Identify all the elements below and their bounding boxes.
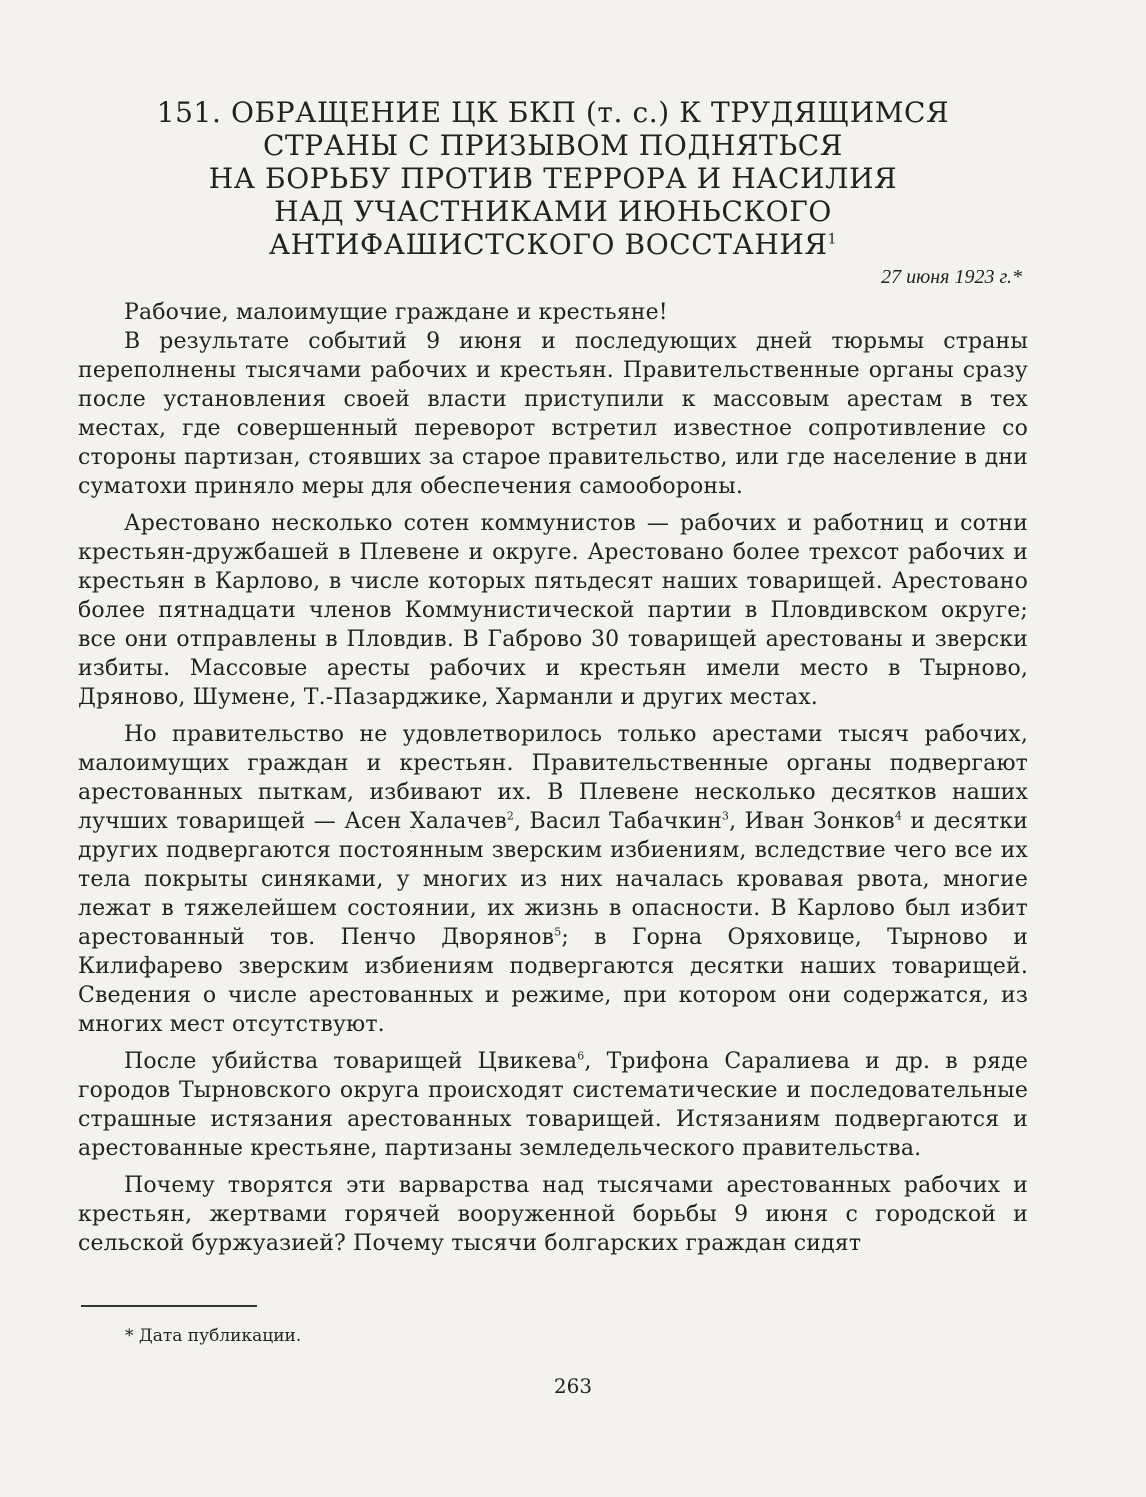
footnote-reference: 4 (894, 809, 902, 823)
paragraph-text: После убийства товарищей Цвикева (124, 1049, 578, 1074)
paragraph-text: , Трифона Саралиева и др. в ряде городов Тырновского округа происходят систематические и последовательные страшные истязания арестованных товарищей. Истязаниям подвергаются и арестованные крестьяне, партизаны земледельческого правительства. (78, 1049, 1028, 1161)
document-title (78, 96, 1028, 261)
paragraph-text: и десятки других подвергаются постоянным зверским избиениям, вследствие чего все их тела покрыты синяками, у многих из них началась кровавая рвота, многие лежат в тяжелейшем состоянии, их жизнь в опасности. В Карлово был избит арестованный тов. Пенчо Дворянов (78, 809, 1028, 950)
title-line (78, 228, 1028, 261)
footnote-reference: 2 (506, 809, 515, 823)
document-page (78, 96, 1028, 1266)
paragraph-text: Арестовано несколько сотен коммунистов — рабочих и работниц и сотни крестьян-дружбашей в Плевене и округе. Арестовано более трехсот рабочих и крестьян в Карлово, в числе которых пятьдесят наших товарищей. Арестовано более пятнадцати членов Коммунистической партии в Пловдивском округе; все они отправлены в Пловдив. В Габрово 30 товарищей арестованы и зверски избиты. Массовые аресты рабочих и крестьян имели место в Тырново, Дряново, Шумене, Т.-Пазарджике, Харманли и других местах. (78, 511, 1028, 710)
paragraph (78, 1047, 1028, 1163)
title-line: НА БОРЬБУ ПРОТИВ ТЕРРОРА И НАСИЛИЯ (208, 162, 898, 195)
paragraph-text: ; в Горна Оряховице, Тырново и Килифарево зверским избиениям подвергаются десятки наших товарищей. Сведения о числе арестованных и режиме, при котором они содержатся, из многих мест отсутствуют. (78, 925, 1029, 1037)
footnote-reference: 3 (721, 809, 730, 823)
title-line-text: АНТИФАШИСТСКОГО ВОССТАНИЯ (268, 228, 828, 261)
paragraph (78, 1171, 1028, 1258)
footnote-divider (81, 1305, 257, 1307)
paragraph-text: Рабочие, малоимущие граждане и крестьяне! (124, 300, 668, 325)
paragraph (78, 298, 1028, 327)
paragraph (78, 720, 1028, 1039)
page-number: 263 (553, 1374, 593, 1398)
title-line: 151. ОБРАЩЕНИЕ ЦК БКП (т. с.) К ТРУДЯЩИМСЯ (156, 96, 950, 129)
paragraph (78, 509, 1028, 712)
footnote-reference: 5 (554, 925, 562, 939)
footnote: * Дата публикации. (125, 1326, 302, 1346)
document-date: 27 июня 1923 г.* (881, 266, 1022, 288)
paragraph-text: , Иван Зонков (729, 809, 895, 834)
paragraph-text: Почему творятся эти варварства над тысячами арестованных рабочих и крестьян, жертвами горячей вооруженной борьбы 9 июня с городской и сельской буржуазией? Почему тысячи болгарских граждан сидят (78, 1173, 1028, 1256)
document-body (78, 298, 1028, 1258)
paragraph-text: Но правительство не удовлетворилось только арестами тысяч рабочих, малоимущих граждан и крестьян. Правительственные органы подвергают арестованных пыткам, избивают их. В Плевене несколько десятков наших лучших товарищей — Асен Халачев (78, 722, 1028, 834)
paragraph-text: В результате событий 9 июня и последующих дней тюрьмы страны переполнены тысячами рабочих и крестьян. Правительственные органы сразу после установления своей власти приступили к массовым арестам в тех местах, где совершенный переворот встретил известное сопротивление со стороны партизан, стоявших за старое правительство, или где население в дни суматохи приняло меры для обеспечения самообороны. (78, 329, 1028, 499)
paragraph-text: , Васил Табачкин (514, 809, 722, 834)
title-footnote-mark: 1 (827, 231, 838, 248)
footnote-reference: 6 (577, 1049, 585, 1063)
paragraph (78, 327, 1028, 501)
title-line: НАД УЧАСТНИКАМИ ИЮНЬСКОГО (274, 195, 832, 228)
title-line: СТРАНЫ С ПРИЗЫВОМ ПОДНЯТЬСЯ (262, 129, 844, 162)
